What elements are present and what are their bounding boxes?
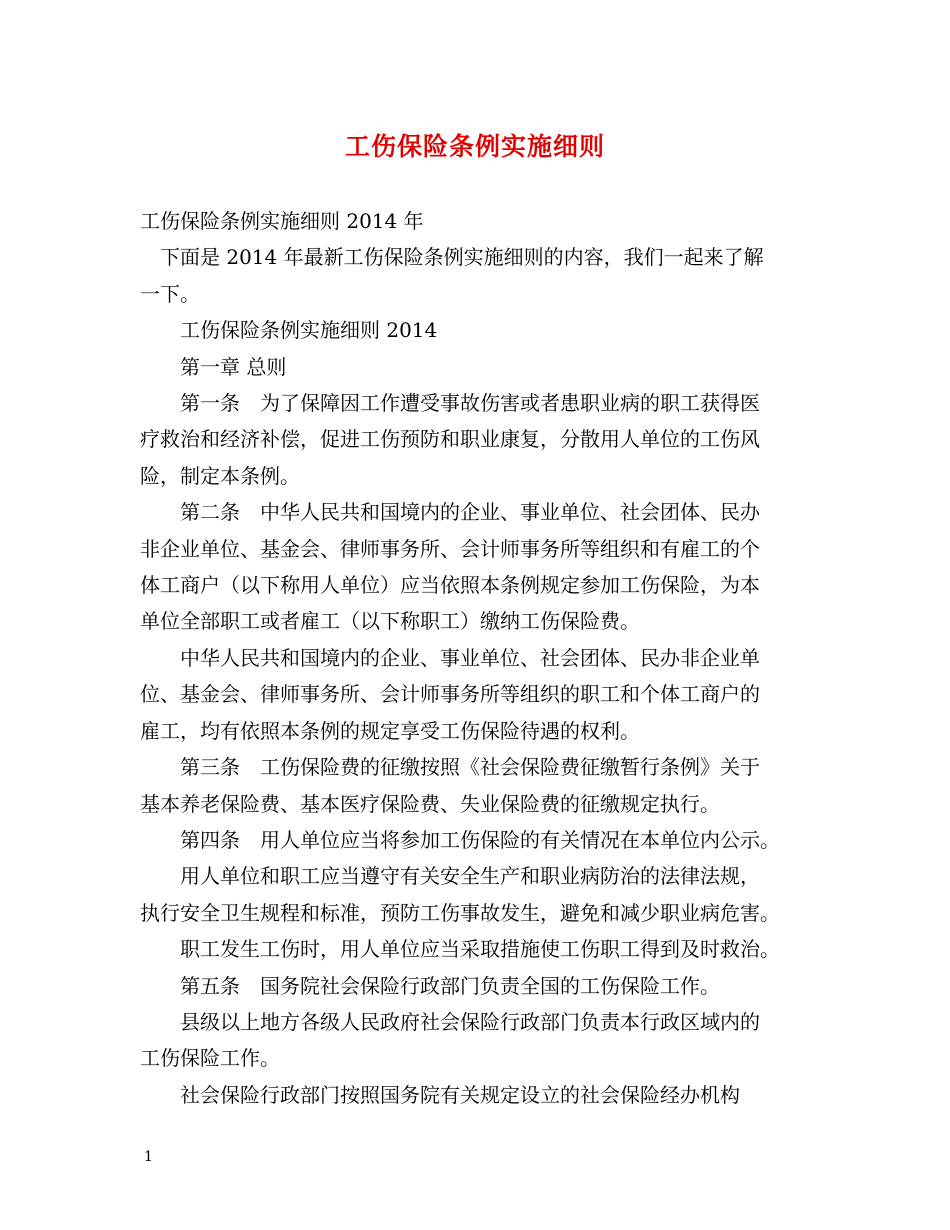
text-line: 位、基金会、律师事务所、会计师事务所等组织的职工和个体工商户的 <box>140 682 760 707</box>
document-body <box>140 203 820 1113</box>
text-line: 第五条 国务院社会保险行政部门负责全国的工伤保险工作。 <box>140 973 720 998</box>
text-line: 用人单位和职工应当遵守有关安全生产和职业病防治的法律法规， <box>140 864 760 889</box>
text-line: 单位全部职工或者雇工（以下称职工）缴纳工伤保险费。 <box>140 609 640 634</box>
text-line: 基本养老保险费、基本医疗保险费、失业保险费的征缴规定执行。 <box>140 791 720 816</box>
text-line: 下面是 2014 年最新工伤保险条例实施细则的内容，我们一起来了解 <box>140 245 764 270</box>
text-line: 工伤保险工作。 <box>140 1046 280 1071</box>
page-number: 1 <box>144 1149 153 1165</box>
text-line: 中华人民共和国境内的企业、事业单位、社会团体、民办非企业单 <box>140 645 760 670</box>
text-line: 非企业单位、基金会、律师事务所、会计师事务所等组织和有雇工的个 <box>140 536 760 561</box>
text-line: 第二条 中华人民共和国境内的企业、事业单位、社会团体、民办 <box>140 500 760 525</box>
text-line: 第三条 工伤保险费的征缴按照《社会保险费征缴暂行条例》关于 <box>140 755 760 780</box>
text-line: 一下。 <box>140 281 200 306</box>
text-line: 疗救治和经济补偿，促进工伤预防和职业康复，分散用人单位的工伤风 <box>140 427 760 452</box>
document-title: 工伤保险条例实施细则 <box>344 132 605 161</box>
text-line: 险，制定本条例。 <box>140 463 300 488</box>
text-line: 执行安全卫生规程和标准，预防工伤事故发生，避免和减少职业病危害。 <box>140 900 780 925</box>
text-line: 工伤保险条例实施细则 2014 年 <box>140 209 424 233</box>
text-line: 职工发生工伤时，用人单位应当采取措施使工伤职工得到及时救治。 <box>140 937 780 962</box>
text-line: 社会保险行政部门按照国务院有关规定设立的社会保险经办机构 <box>140 1082 740 1107</box>
text-line: 工伤保险条例实施细则 2014 <box>140 318 438 343</box>
text-line: 第一条 为了保障因工作遭受事故伤害或者患职业病的职工获得医 <box>140 391 760 416</box>
text-line: 体工商户（以下称用人单位）应当依照本条例规定参加工伤保险，为本 <box>140 573 760 598</box>
text-line: 雇工，均有依照本条例的规定享受工伤保险待遇的权利。 <box>140 718 640 743</box>
text-line: 县级以上地方各级人民政府社会保险行政部门负责本行政区域内的 <box>140 1009 760 1034</box>
text-line: 第一章 总则 <box>140 354 287 379</box>
text-line: 第四条 用人单位应当将参加工伤保险的有关情况在本单位内公示。 <box>140 827 780 852</box>
